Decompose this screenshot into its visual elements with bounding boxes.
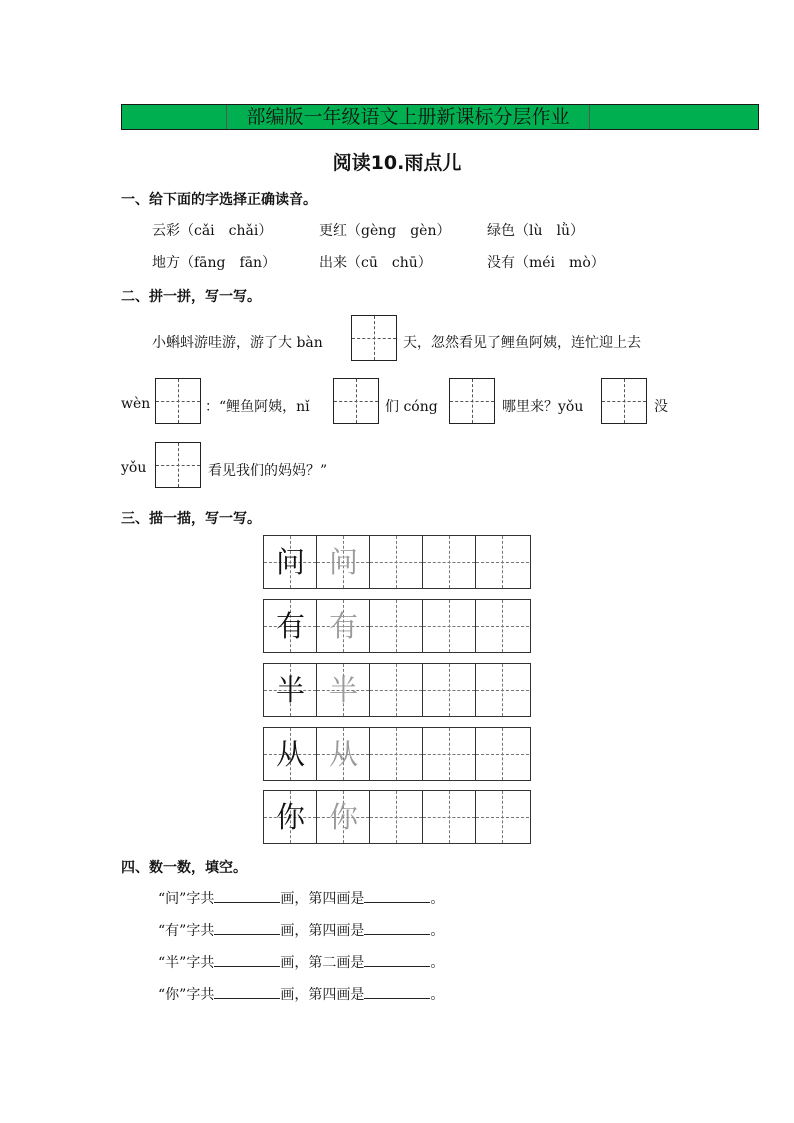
model-char: 从 (275, 737, 305, 771)
practice-cell[interactable] (370, 791, 423, 843)
pinyin-choice: 云彩（cǎi chǎi） (152, 223, 273, 239)
tracing-row (263, 790, 531, 844)
tracing-row (263, 599, 531, 653)
fill-line (158, 984, 444, 1004)
fill-text: “半”字共 (158, 955, 215, 971)
fill-text: “你”字共 (158, 987, 215, 1003)
answer-blank[interactable] (364, 986, 430, 999)
passage-text: 小蝌蚪游哇游，游了大 bàn (152, 335, 323, 351)
practice-cell[interactable] (423, 791, 476, 843)
section-3-heading: 三、描一描，写一写。 (121, 511, 261, 527)
writing-box[interactable] (333, 378, 379, 424)
trace-char-cell[interactable] (317, 664, 370, 716)
section-4-heading: 四、数一数，填空。 (121, 860, 247, 876)
answer-blank[interactable] (214, 922, 280, 935)
passage-text: ：“鲤鱼阿姨，nǐ (205, 399, 310, 415)
pinyin-choice: 绿色（lù lǜ） (487, 223, 584, 239)
trace-char: 问 (328, 545, 358, 579)
practice-cell[interactable] (476, 600, 529, 652)
fill-text: 画，第四画是 (280, 891, 365, 907)
fill-text: “问”字共 (158, 891, 215, 907)
fill-text: “有”字共 (158, 923, 215, 939)
model-char: 有 (275, 609, 305, 643)
model-char: 问 (275, 545, 305, 579)
practice-cell[interactable] (370, 600, 423, 652)
writing-box[interactable] (155, 378, 201, 424)
answer-blank[interactable] (364, 922, 430, 935)
pinyin-choice: 更红（gèng gèn） (319, 223, 451, 239)
writing-box[interactable] (449, 378, 495, 424)
practice-cell[interactable] (423, 664, 476, 716)
practice-cell[interactable] (476, 728, 529, 780)
trace-char: 从 (328, 737, 358, 771)
trace-char: 半 (328, 673, 358, 707)
tracing-row (263, 535, 531, 589)
model-char-cell (264, 728, 317, 780)
fill-line (158, 920, 444, 940)
trace-char-cell[interactable] (317, 536, 370, 588)
practice-cell[interactable] (370, 664, 423, 716)
trace-char: 你 (328, 800, 358, 834)
section-2-heading: 二、拼一拼，写一写。 (121, 289, 261, 305)
model-char: 半 (275, 673, 305, 707)
model-char: 你 (275, 800, 305, 834)
practice-cell[interactable] (476, 664, 529, 716)
fill-line (158, 888, 444, 908)
practice-cell[interactable] (476, 536, 529, 588)
tracing-row (263, 727, 531, 781)
passage-text: 们 cóng (385, 399, 438, 415)
fill-text: 。 (430, 891, 445, 907)
model-char-cell (264, 791, 317, 843)
passage-text: 哪里来？yǒu (502, 399, 584, 415)
fill-text: 。 (430, 923, 445, 939)
passage-text: 没 (654, 399, 668, 415)
answer-blank[interactable] (214, 890, 280, 903)
writing-box[interactable] (351, 315, 397, 361)
fill-text: 。 (430, 987, 445, 1003)
pinyin-choice: 地方（fāng fān） (152, 255, 277, 271)
fill-text: 。 (430, 955, 445, 971)
trace-char-cell[interactable] (317, 791, 370, 843)
answer-blank[interactable] (214, 954, 280, 967)
practice-cell[interactable] (476, 791, 529, 843)
pinyin-choice: 没有（méi mò） (487, 255, 605, 271)
practice-cell[interactable] (423, 728, 476, 780)
pinyin-choice: 出来（cū chū） (319, 255, 432, 271)
answer-blank[interactable] (214, 986, 280, 999)
model-char-cell (264, 600, 317, 652)
fill-text: 画，第二画是 (280, 955, 365, 971)
practice-cell[interactable] (370, 728, 423, 780)
fill-text: 画，第四画是 (280, 923, 365, 939)
passage-text: 天，忽然看见了鲤鱼阿姨，连忙迎上去 (403, 335, 641, 351)
practice-cell[interactable] (370, 536, 423, 588)
banner-title: 部编版一年级语文上册新课标分层作业 (226, 105, 590, 129)
model-char-cell (264, 536, 317, 588)
practice-cell[interactable] (423, 600, 476, 652)
trace-char-cell[interactable] (317, 728, 370, 780)
section-1-heading: 一、给下面的字选择正确读音。 (121, 192, 317, 208)
page-title: 阅读10.雨点儿 (332, 152, 462, 174)
trace-char: 有 (328, 609, 358, 643)
passage-text: 看见我们的妈妈？” (208, 463, 328, 479)
practice-cell[interactable] (423, 536, 476, 588)
tracing-row (263, 663, 531, 717)
passage-text: wèn (121, 396, 151, 412)
answer-blank[interactable] (364, 890, 430, 903)
fill-line (158, 952, 444, 972)
fill-text: 画，第四画是 (280, 987, 365, 1003)
writing-box[interactable] (601, 378, 647, 424)
header-banner (121, 104, 759, 130)
trace-char-cell[interactable] (317, 600, 370, 652)
model-char-cell (264, 664, 317, 716)
writing-box[interactable] (155, 442, 201, 488)
answer-blank[interactable] (364, 954, 430, 967)
passage-text: yǒu (121, 460, 147, 476)
